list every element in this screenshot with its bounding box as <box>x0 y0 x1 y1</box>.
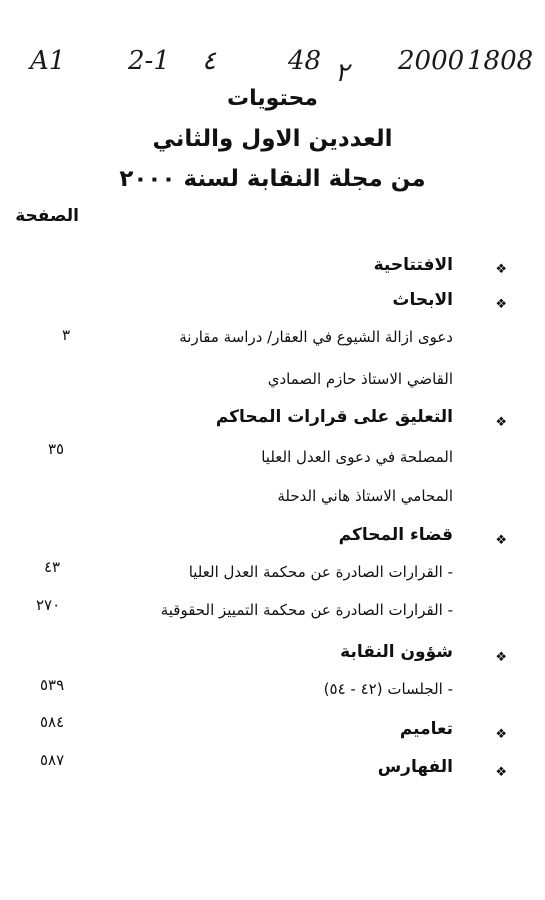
bullet-icon: ❖ <box>495 415 507 430</box>
toc-entry-page: ٥٣٩ <box>40 676 65 694</box>
section-heading-circulars: تعاميم <box>399 719 453 739</box>
section-heading-syndicate: شؤون النقابة <box>340 642 453 662</box>
toc-entry-page: ٤٣ <box>44 558 61 576</box>
toc-entry-page: ٥٨٤ <box>40 713 65 731</box>
bullet-icon: ❖ <box>495 650 507 665</box>
toc-entry-page: ٥٨٧ <box>40 751 65 769</box>
toc-entry-title: - الجلسات (٤٢ - ٥٤) <box>323 680 453 698</box>
handwritten-note: ٤ <box>202 46 216 76</box>
section-heading-opening: الافتتاحية <box>373 255 453 275</box>
toc-entry-page: ٢٧٠ <box>36 596 61 614</box>
section-heading-judiciary: قضاء المحاكم <box>338 525 453 545</box>
handwritten-note: 48 <box>288 46 322 76</box>
section-heading-research: الابحاث <box>392 290 453 310</box>
page-title: محتويات <box>227 86 318 111</box>
handwritten-note: 2-1 <box>128 46 170 76</box>
handwritten-note: 1808 <box>467 46 534 76</box>
bullet-icon: ❖ <box>495 297 507 312</box>
page-subtitle: العددين الاول والثاني <box>152 126 393 152</box>
page-column-header: الصفحة <box>15 206 79 226</box>
handwritten-note: ٢ <box>335 58 349 88</box>
handwritten-note: A1 <box>30 46 66 76</box>
bullet-icon: ❖ <box>495 727 507 742</box>
toc-entry-author: المحامي الاستاذ هاني الدحلة <box>277 487 453 505</box>
page-subtitle-year: من مجلة النقابة لسنة ٢٠٠٠ <box>119 166 426 192</box>
bullet-icon: ❖ <box>495 765 507 780</box>
toc-entry-page: ٣ <box>62 326 71 344</box>
section-heading-indexes: الفهارس <box>377 757 453 777</box>
toc-entry-title: - القرارات الصادرة عن محكمة التمييز الحقوقية <box>160 601 453 619</box>
handwritten-note: 2000 <box>398 46 465 76</box>
bullet-icon: ❖ <box>495 533 507 548</box>
bullet-icon: ❖ <box>495 262 507 277</box>
toc-entry-title: - القرارات الصادرة عن محكمة العدل العليا <box>188 563 453 581</box>
toc-entry-page: ٣٥ <box>48 440 65 458</box>
toc-entry-author: القاضي الاستاذ حازم الصمادي <box>267 370 453 388</box>
toc-entry-title: المصلحة في دعوى العدل العليا <box>261 448 453 466</box>
section-heading-commentary: التعليق على قرارات المحاكم <box>215 407 453 427</box>
toc-entry-title: دعوى ازالة الشيوع في العقار/ دراسة مقارنة <box>179 328 453 346</box>
